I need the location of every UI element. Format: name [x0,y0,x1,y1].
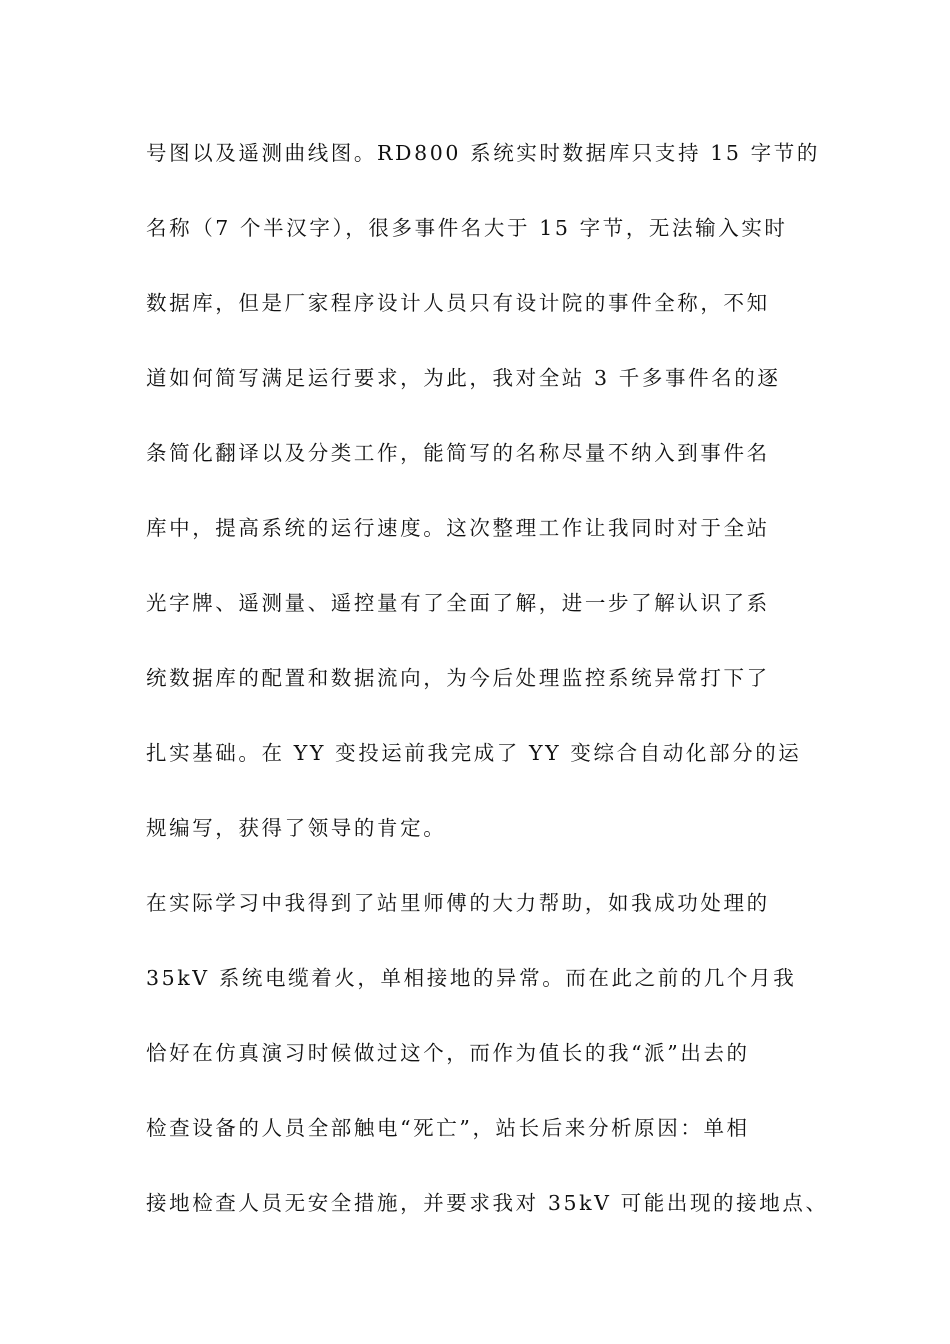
text-line-12: 35kV 系统电缆着火，单相接地的异常。而在此之前的几个月我 [146,966,797,990]
text-line-4: 道如何简写满足运行要求，为此，我对全站 3 千多事件名的逐 [146,366,781,390]
text-line-5: 条简化翻译以及分类工作，能简写的名称尽量不纳入到事件名 [146,441,770,465]
text-line-3: 数据库，但是厂家程序设计人员只有设计院的事件全称，不知 [146,291,770,315]
text-line-11: 在实际学习中我得到了站里师傅的大力帮助，如我成功处理的 [146,891,770,915]
text-line-8: 统数据库的配置和数据流向，为今后处理监控系统异常打下了 [146,666,770,690]
text-line-7: 光字牌、遥测量、遥控量有了全面了解，进一步了解认识了系 [146,591,770,615]
text-line-2: 名称（7 个半汉字），很多事件名大于 15 字节，无法输入实时 [146,216,788,240]
text-line-14: 检查设备的人员全部触电“死亡”，站长后来分析原因：单相 [146,1116,750,1140]
text-line-15: 接地检查人员无安全措施，并要求我对 35kV 可能出现的接地点、 [146,1191,829,1215]
text-line-13: 恰好在仿真演习时候做过这个，而作为值长的我“派”出去的 [146,1041,750,1065]
text-line-1: 号图以及遥测曲线图。RD800 系统实时数据库只支持 15 字节的 [146,141,820,165]
body-text [146,128,829,1253]
text-line-9: 扎实基础。在 YY 变投运前我完成了 YY 变综合自动化部分的运 [146,741,802,765]
text-line-10: 规编写，获得了领导的肯定。 [146,816,447,840]
text-line-6: 库中，提高系统的运行速度。这次整理工作让我同时对于全站 [146,516,770,540]
